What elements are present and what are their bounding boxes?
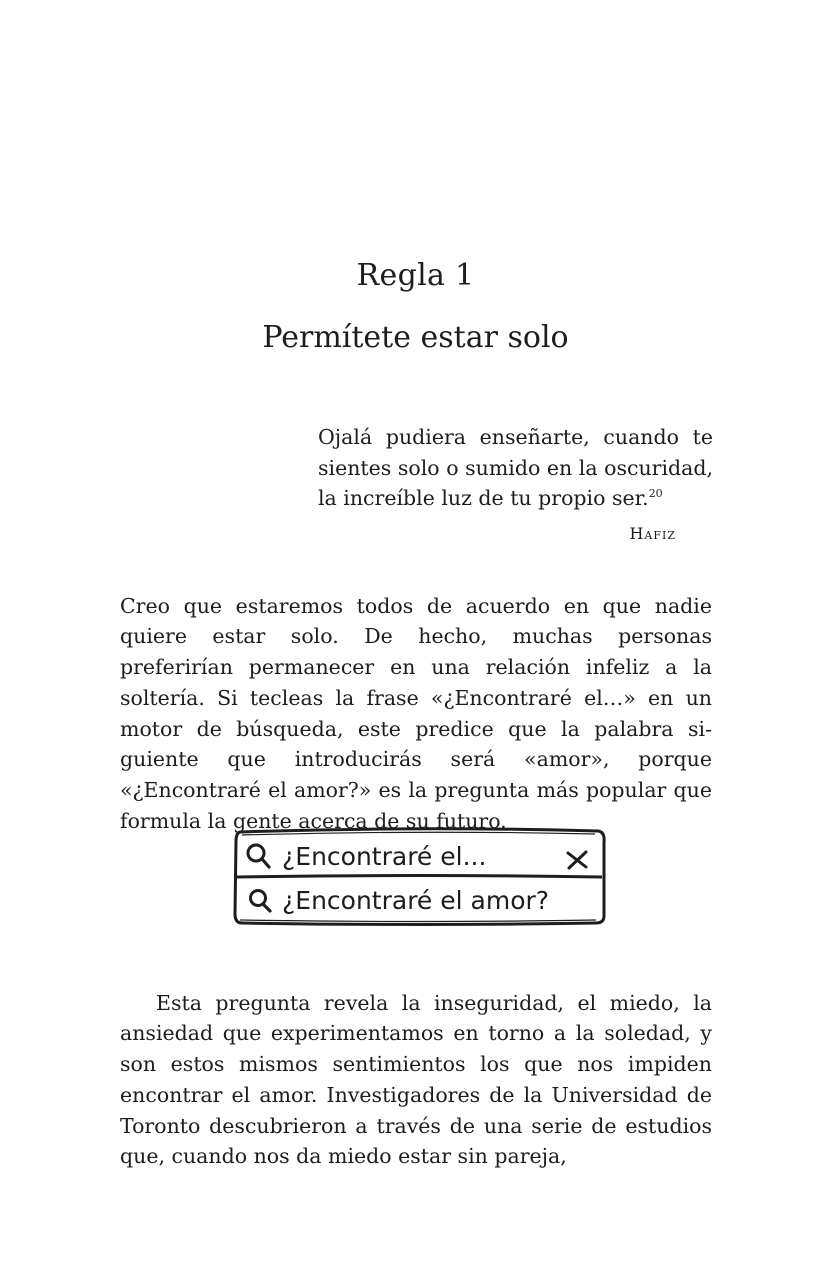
rule-number: Regla 1	[356, 258, 475, 293]
close-icon	[568, 852, 586, 868]
body-paragraph-1: Creo que estaremos todos de acuerdo en que nadie quiere estar solo. De hecho, muchas personas preferirían permanecer en una relación infeliz a la soltería. Si tecleas la frase «¿Encontraré el…» en un motor de búsqueda, este predice que la palabra siguiente que introducirás será «amor», porque «¿Encontraré el amor?» es la pregunta más popular que formula la gente acerca de su futuro.	[120, 593, 712, 834]
search-suggestion: ¿Encontraré el amor?	[282, 886, 550, 915]
chapter-title: Permítete estar solo	[262, 320, 569, 355]
search-query: ¿Encontraré el...	[282, 842, 487, 871]
footnote-ref: 20	[648, 487, 663, 501]
search-icon	[248, 845, 269, 867]
search-icon	[251, 891, 271, 912]
body-paragraph-2: Esta pregunta revela la inseguridad, el miedo, la ansiedad que experimentamos en torno a la soledad, y son estos mismos sentimientos los que nos impiden encontrar el amor. Investigadores de la Universidad de Toronto descubrieron a través de una serie de estudios que, cuando nos da miedo estar sin pareja,	[120, 990, 712, 1169]
epigraph	[318, 422, 713, 514]
search-illustration	[230, 824, 610, 928]
epigraph-text: Ojalá pudiera enseñarte, cuando te sientes solo o sumido en la oscuridad, la increíble luz de tu propio ser.	[318, 425, 713, 510]
epigraph-author: Hafiz	[629, 524, 676, 543]
